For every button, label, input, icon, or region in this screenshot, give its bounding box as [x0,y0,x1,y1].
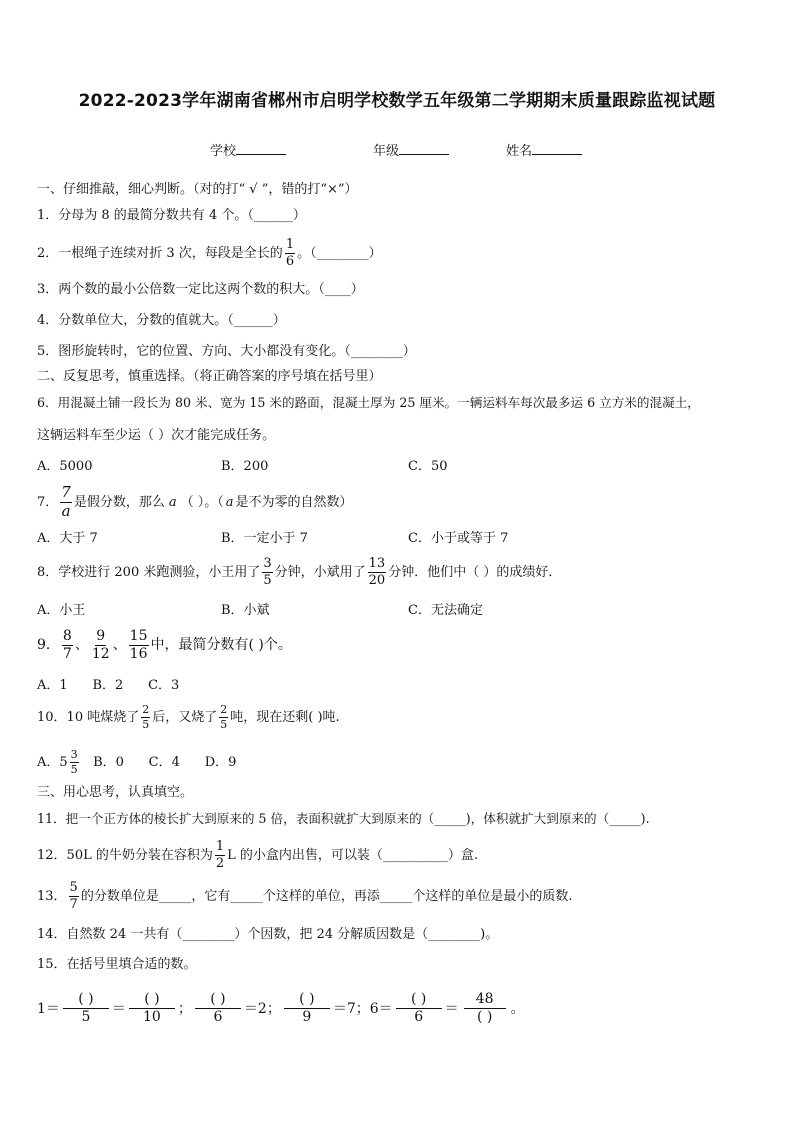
grade-blank[interactable] [399,142,449,155]
question-6-line-1: 6．用混凝土铺一段长为 80 米、宽为 15 米的路面，混凝土厚为 25 厘米。一辆运料车每次最多运 6 立方米的混凝土， [37,395,700,410]
question-15: 15．在括号里填合适的数。 [37,957,197,972]
school-blank[interactable] [236,142,286,155]
question-1: 1．分母为 8 的最简分数共有 4 个。（______） [37,208,306,223]
fraction: $\frac{( )}{5}$ [63,992,109,1024]
fraction: $\frac{48}{( )}$ [462,992,508,1024]
question-6-line-2: 这辆运料车至少运（ ）次才能完成任务。 [37,428,276,443]
fraction: $\frac{9}{12}$ [91,628,110,662]
fraction: $\frac{( )}{6}$ [396,992,442,1024]
fraction: $\frac{( )}{9}$ [284,992,330,1024]
fraction: $\frac{( )}{10}$ [129,992,175,1024]
page-title: 2022-2023学年湖南省郴州市启明学校数学五年级第二学期期末质量跟踪监视试题 [78,91,716,111]
grade-field[interactable]: 年级 [373,140,449,159]
school-field[interactable]: 学校 [210,140,286,159]
section-1-heading: 一、仔细推敲，细心判断。（对的打“ √ ”，错的打“×”） [37,182,358,197]
section-3-heading: 三、用心思考，认真填空。 [37,785,194,800]
question-11: 11．把一个正方体的棱长扩大到原来的 5 倍，表面积就扩大到原来的（_____)，体积就扩大到原来的（_____). [37,811,650,826]
question-10: 10．10 吨煤烧了 $\frac{2}{5}$ 后，又烧了 $\frac{2}{5}$ 吨，现在还剩( )吨. [37,703,340,731]
fraction: $\frac{1}{6}$ [285,237,295,269]
fraction: $\frac{3}{5}$ [263,556,272,588]
fraction: $\frac{7}{a}$ [61,483,71,520]
question-9: 9． $\frac{8}{7}$ 、 $\frac{9}{12}$ 、 $\frac{15}{16}$ 中，最简分数有( )个。 [37,628,292,662]
fraction: $\frac{3}{5}$ [70,748,78,776]
q10-options[interactable]: A．5 $\frac{3}{5}$ B．0 C．4 D．9 [37,748,237,776]
q6-option-a[interactable]: A．5000 [37,459,93,474]
name-blank[interactable] [532,142,582,155]
question-2: 2．一根绳子连续对折 3 次，每段是全长的 $\frac{1}{6}$ 。（________） [37,237,382,269]
question-7: 7． $\frac{7}{a}$ 是假分数，那么 a （ ）。（ a 是不为零的自然数） [37,483,353,520]
question-13: 13． $\frac{5}{7}$ 的分数单位是_____，它有_____个这样的单位，再添_____个这样的单位是最小的质数. [37,880,573,912]
fraction: $\frac{15}{16}$ [129,628,148,662]
q9-options[interactable]: A．1 B．2 C．3 [37,678,180,693]
question-3: 3．两个数的最小公倍数一定比这两个数的积大。（____） [37,282,364,297]
fraction: $\frac{2}{5}$ [220,703,228,731]
q8-option-a[interactable]: A．小王 [37,603,86,618]
q8-option-c[interactable]: C．无法确定 [408,603,483,618]
section-2-heading: 二、反复思考，慎重选择。（将正确答案的序号填在括号里） [37,369,382,384]
q8-option-b[interactable]: B．小斌 [221,603,270,618]
question-15-equations: 1＝ $\frac{( )}{5}$ ＝ $\frac{( )}{10}$ ； $\frac{( )}{6}$ ＝2； $\frac{( )}{9}$ ＝7；6＝ $\frac{( )}{6}$ ＝ $\frac{48}{( )}$ 。 [37,991,525,1025]
question-4: 4．分数单位大，分数的值就大。（______） [37,313,286,328]
fraction: $\frac{1}{2}$ [215,839,225,871]
question-14: 14．自然数 24 一共有（________）个因数，把 24 分解质因数是（________)。 [37,927,499,942]
name-field[interactable]: 姓名 [506,140,582,159]
fraction: $\frac{( )}{6}$ [195,992,241,1024]
question-12: 12．50L 的牛奶分装在容积为 $\frac{1}{2}$ L 的小盒内出售，可以装（__________）盒. [37,839,479,871]
fraction: $\frac{2}{5}$ [142,703,150,731]
q7-option-b[interactable]: B．一定小于 7 [221,531,308,546]
q7-option-a[interactable]: A．大于 7 [37,531,98,546]
q7-option-c[interactable]: C．小于或等于 7 [408,531,509,546]
fraction: $\frac{5}{7}$ [69,880,78,912]
question-5: 5．图形旋转时，它的位置、方向、大小都没有变化。（________） [37,344,416,359]
q6-option-c[interactable]: C．50 [408,459,448,474]
question-8: 8．学校进行 200 米跑测验，小王用了 $\frac{3}{5}$ 分钟，小斌用了 $\frac{13}{20}$ 分钟．他们中（ ）的成绩好． [37,556,562,588]
fraction: $\frac{13}{20}$ [368,556,386,588]
q6-option-b[interactable]: B．200 [221,459,269,474]
fraction: $\frac{8}{7}$ [62,628,72,662]
